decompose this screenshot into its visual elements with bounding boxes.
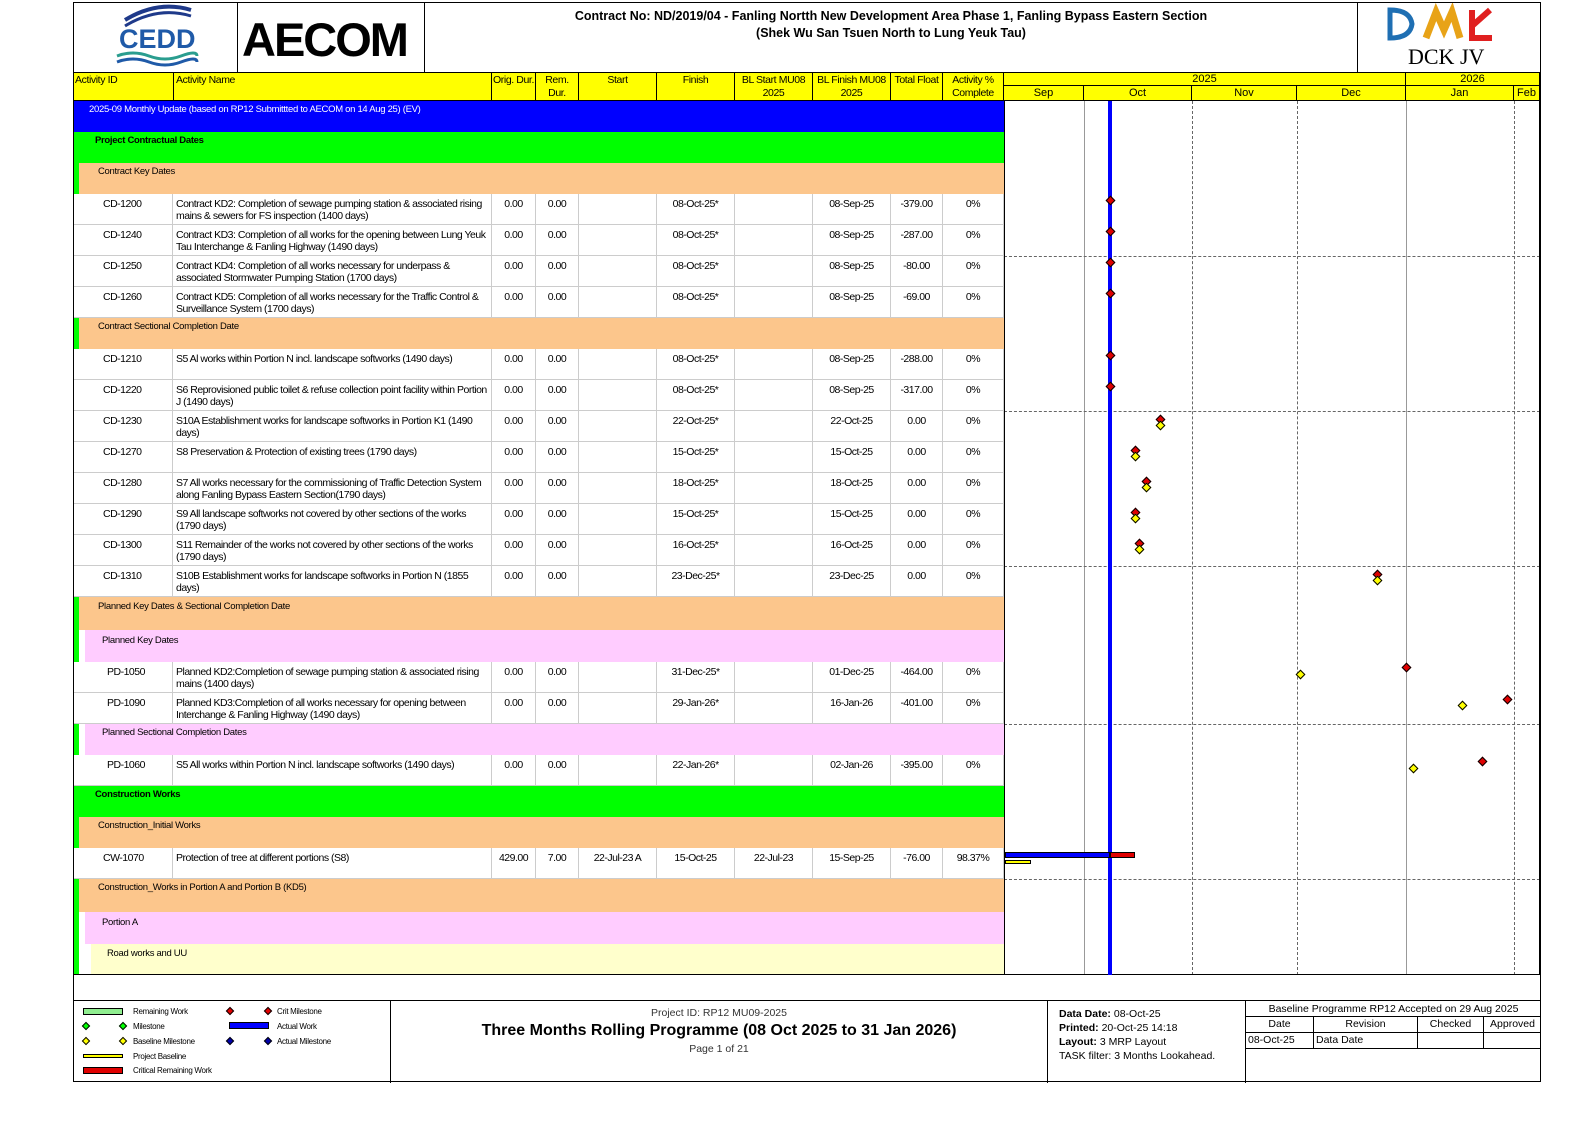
percent-complete: 0% xyxy=(943,535,1004,566)
orig-dur: 0.00 xyxy=(492,349,536,380)
activity-name: S10A Establishment works for landscape softworks in Portion K1 (1490 days) xyxy=(173,411,492,442)
rev-header-revision: Revision xyxy=(1314,1017,1418,1033)
legend-crit-milestone: Crit Milestone xyxy=(277,1007,322,1016)
percent-complete: 0% xyxy=(943,287,1004,318)
percent-complete: 0% xyxy=(943,566,1004,597)
layout-label: Layout: xyxy=(1059,1036,1097,1048)
activity-id: CD-1290 xyxy=(91,504,173,535)
percent-complete: 0% xyxy=(943,473,1004,504)
orig-dur: 429.00 xyxy=(492,848,536,879)
total-float: -76.00 xyxy=(891,848,943,879)
programme-title: Three Months Rolling Programme (08 Oct 2025 to 31 Jan 2026) xyxy=(481,1022,957,1039)
activity-id: CD-1250 xyxy=(91,256,173,287)
total-float: -69.00 xyxy=(891,287,943,318)
activity-id: CD-1270 xyxy=(91,442,173,473)
orig-dur: 0.00 xyxy=(492,194,536,225)
percent-complete: 98.37% xyxy=(943,848,1004,879)
orig-dur: 0.00 xyxy=(492,287,536,318)
rem-dur: 0.00 xyxy=(536,380,579,411)
month-jan: Jan xyxy=(1406,86,1514,101)
col-start: Start xyxy=(579,73,657,101)
orig-dur: 0.00 xyxy=(492,662,536,693)
activity-id: CD-1260 xyxy=(91,287,173,318)
activity-name: S6 Reprovisioned public toilet & refuse collection point facility within Portion J (1490 days) xyxy=(173,380,492,411)
band-portion-a: Portion A xyxy=(85,912,1004,944)
rem-dur: 7.00 xyxy=(536,848,579,879)
bl-finish: 08-Sep-25 xyxy=(813,225,891,256)
total-float: -288.00 xyxy=(891,349,943,380)
band-construction-initial: Construction_Initial Works xyxy=(79,817,1004,848)
task-filter: TASK filter: 3 Months Lookahead. xyxy=(1059,1050,1216,1062)
rem-dur: 0.00 xyxy=(536,566,579,597)
bl-finish: 01-Dec-25 xyxy=(813,662,891,693)
activity-id: CW-1070 xyxy=(91,848,173,879)
activity-name: S11 Remainder of the works not covered by other sections of the works (1790 days) xyxy=(173,535,492,566)
bl-finish: 23-Dec-25 xyxy=(813,566,891,597)
band-contract-sectional-completion: Contract Sectional Completion Date xyxy=(79,318,1004,349)
orig-dur: 0.00 xyxy=(492,566,536,597)
orig-dur: 0.00 xyxy=(492,411,536,442)
legend-actual-work: Actual Work xyxy=(277,1022,317,1031)
legend-remaining-work: Remaining Work xyxy=(133,1007,188,1016)
rem-dur: 0.00 xyxy=(536,755,579,786)
finish: 08-Oct-25* xyxy=(657,194,735,225)
month-nov: Nov xyxy=(1192,86,1297,101)
activity-id: CD-1210 xyxy=(91,349,173,380)
legend-actual-milestone: Actual Milestone xyxy=(277,1037,331,1046)
col-bl-finish: BL Finish MU08 2025 xyxy=(813,73,891,101)
data-date-label: Data Date: xyxy=(1059,1008,1111,1020)
band-planned-sectional-dates: Planned Sectional Completion Dates xyxy=(85,724,1004,755)
percent-complete: 0% xyxy=(943,504,1004,535)
activity-id: CD-1280 xyxy=(91,473,173,504)
start: 22-Jul-23 A xyxy=(579,848,657,879)
finish: 08-Oct-25* xyxy=(657,256,735,287)
orig-dur: 0.00 xyxy=(492,442,536,473)
percent-complete: 0% xyxy=(943,442,1004,473)
col-activity-id: Activity ID xyxy=(73,73,174,101)
percent-complete: 0% xyxy=(943,194,1004,225)
layout-name: 3 MRP Layout xyxy=(1099,1036,1167,1048)
finish: 08-Oct-25* xyxy=(657,287,735,318)
bl-finish: 02-Jan-26 xyxy=(813,755,891,786)
finish: 15-Oct-25* xyxy=(657,442,735,473)
finish: 08-Oct-25* xyxy=(657,349,735,380)
activity-name: S10B Establishment works for landscape softworks in Portion N (1855 days) xyxy=(173,566,492,597)
dck-logo-text: DCK JV xyxy=(1408,44,1485,69)
activity-name: Planned KD3:Completion of all works necessary for opening between Interchange & Fanling Highway (1490 days) xyxy=(173,693,492,724)
total-float: 0.00 xyxy=(891,566,943,597)
activity-name: Contract KD2: Completion of sewage pumping station & associated rising mains & sewers for FS inspection (1400 days) xyxy=(173,194,492,225)
rem-dur: 0.00 xyxy=(536,225,579,256)
orig-dur: 0.00 xyxy=(492,504,536,535)
orig-dur: 0.00 xyxy=(492,380,536,411)
band-portion-a-b: Construction_Works in Portion A and Portion B (KD5) xyxy=(79,879,1004,912)
total-float: -401.00 xyxy=(891,693,943,724)
rev-header-checked: Checked xyxy=(1418,1017,1484,1033)
activity-name: S7 All works necessary for the commissioning of Traffic Detection System along Fanling Bypass Eastern Section(1790 days) xyxy=(173,473,492,504)
band-construction-works: Construction Works xyxy=(79,786,1004,817)
percent-complete: 0% xyxy=(943,662,1004,693)
bl-finish: 08-Sep-25 xyxy=(813,256,891,287)
activity-name: Contract KD5: Completion of all works necessary for the Traffic Control & Surveillance System (1700 days) xyxy=(173,287,492,318)
col-bl-start: BL Start MU08 2025 xyxy=(735,73,813,101)
band-planned-key-sectional: Planned Key Dates & Sectional Completion Date xyxy=(79,597,1004,630)
finish: 22-Oct-25* xyxy=(657,411,735,442)
bl-finish: 15-Oct-25 xyxy=(813,442,891,473)
col-orig-dur: Orig. Dur. xyxy=(492,73,536,101)
title-line-1: Contract No: ND/2019/04 - Fanling Nortth New Development Area Phase 1, Fanling Bypass Eastern Section xyxy=(574,9,1208,23)
bl-finish: 18-Oct-25 xyxy=(813,473,891,504)
bl-finish: 15-Oct-25 xyxy=(813,504,891,535)
rem-dur: 0.00 xyxy=(536,287,579,318)
data-date: 08-Oct-25 xyxy=(1113,1008,1161,1020)
orig-dur: 0.00 xyxy=(492,225,536,256)
baseline-accepted: Baseline Programme RP12 Accepted on 29 Aug 2025 xyxy=(1246,1001,1541,1017)
month-oct: Oct xyxy=(1084,86,1192,101)
finish: 16-Oct-25* xyxy=(657,535,735,566)
total-float: 0.00 xyxy=(891,411,943,442)
total-float: -379.00 xyxy=(891,194,943,225)
activity-name: S9 All landscape softworks not covered by other sections of the works (1790 days) xyxy=(173,504,492,535)
finish: 18-Oct-25* xyxy=(657,473,735,504)
finish: 15-Oct-25* xyxy=(657,504,735,535)
printed-date: 20-Oct-25 14:18 xyxy=(1101,1022,1178,1034)
bl-finish: 08-Sep-25 xyxy=(813,349,891,380)
rev-text: Data Date xyxy=(1316,1033,1418,1049)
total-float: -80.00 xyxy=(891,256,943,287)
activity-id: CD-1230 xyxy=(91,411,173,442)
activity-name: S5 Al works within Portion N incl. landscape softworks (1490 days) xyxy=(173,349,492,380)
activity-id: PD-1090 xyxy=(91,693,173,724)
month-sep: Sep xyxy=(1004,86,1084,101)
rem-dur: 0.00 xyxy=(536,693,579,724)
col-finish: Finish xyxy=(657,73,735,101)
total-float: 0.00 xyxy=(891,535,943,566)
col-activity-complete: Activity % Complete xyxy=(943,73,1004,101)
rem-dur: 0.00 xyxy=(536,256,579,287)
month-dec: Dec xyxy=(1297,86,1406,101)
rem-dur: 0.00 xyxy=(536,504,579,535)
bl-start: 22-Jul-23 xyxy=(735,848,813,879)
rem-dur: 0.00 xyxy=(536,194,579,225)
total-float: -317.00 xyxy=(891,380,943,411)
finish: 08-Oct-25* xyxy=(657,225,735,256)
orig-dur: 0.00 xyxy=(492,473,536,504)
total-float: 0.00 xyxy=(891,442,943,473)
percent-complete: 0% xyxy=(943,225,1004,256)
percent-complete: 0% xyxy=(943,411,1004,442)
col-total-float: Total Float xyxy=(891,73,943,101)
title-line-2: (Shek Wu San Tsuen North to Lung Yeuk Tau) xyxy=(756,26,1026,40)
activity-id: CD-1310 xyxy=(91,566,173,597)
year-2026: 2026 xyxy=(1406,73,1540,86)
aecom-logo-text: AECOM xyxy=(242,13,407,66)
legend-critical-remaining: Critical Remaining Work xyxy=(133,1066,212,1075)
band-monthly-update: 2025-09 Monthly Update (based on RP12 Submittted to AECOM on 14 Aug 25) (EV) xyxy=(73,101,1004,132)
rev-header-approved: Approved xyxy=(1490,1018,1535,1030)
activity-name: Contract KD3: Completion of all works for the opening between Lung Yeuk Tau Interchange & Fanling Highway (1490 days) xyxy=(173,225,492,256)
activity-name: Protection of tree at different portions (S8) xyxy=(173,848,492,879)
orig-dur: 0.00 xyxy=(492,755,536,786)
col-activity-name: Activity Name xyxy=(174,73,492,101)
bl-finish: 08-Sep-25 xyxy=(813,194,891,225)
rev-date: 08-Oct-25 xyxy=(1248,1033,1314,1049)
activity-id: PD-1050 xyxy=(91,662,173,693)
total-float: -287.00 xyxy=(891,225,943,256)
rem-dur: 0.00 xyxy=(536,349,579,380)
year-2025: 2025 xyxy=(1004,73,1406,86)
rem-dur: 0.00 xyxy=(536,442,579,473)
band-planned-key-dates: Planned Key Dates xyxy=(85,630,1004,662)
activity-id: CD-1220 xyxy=(91,380,173,411)
orig-dur: 0.00 xyxy=(492,693,536,724)
rem-dur: 0.00 xyxy=(536,662,579,693)
activity-name: Planned KD2:Completion of sewage pumping station & associated rising mains (1400 days) xyxy=(173,662,492,693)
activity-name: Contract KD4: Completion of all works necessary for underpass & associated Stormwater Pumping Station (1700 days) xyxy=(173,256,492,287)
bl-finish: 22-Oct-25 xyxy=(813,411,891,442)
project-id: Project ID: RP12 MU09-2025 xyxy=(651,1007,787,1019)
percent-complete: 0% xyxy=(943,755,1004,786)
finish: 22-Jan-26* xyxy=(657,755,735,786)
finish: 23-Dec-25* xyxy=(657,566,735,597)
finish: 15-Oct-25 xyxy=(657,848,735,879)
finish: 08-Oct-25* xyxy=(657,380,735,411)
activity-name: S8 Preservation & Protection of existing trees (1790 days) xyxy=(173,442,492,473)
rem-dur: 0.00 xyxy=(536,411,579,442)
page-frame xyxy=(73,2,1541,1082)
bl-finish: 16-Oct-25 xyxy=(813,535,891,566)
total-float: -464.00 xyxy=(891,662,943,693)
activity-name: S5 All works within Portion N incl. landscape softworks (1490 days) xyxy=(173,755,492,786)
legend-baseline-milestone: Baseline Milestone xyxy=(133,1037,195,1046)
page-number: Page 1 of 21 xyxy=(689,1043,749,1055)
rev-header-date: Date xyxy=(1246,1017,1314,1033)
orig-dur: 0.00 xyxy=(492,256,536,287)
legend-project-baseline: Project Baseline xyxy=(133,1052,187,1061)
total-float: -395.00 xyxy=(891,755,943,786)
col-rem-dur: Rem. Dur. xyxy=(536,73,579,101)
band-road-works: Road works and UU xyxy=(91,944,1004,975)
rem-dur: 0.00 xyxy=(536,535,579,566)
rem-dur: 0.00 xyxy=(536,473,579,504)
legend-milestone: Milestone xyxy=(133,1022,165,1031)
finish: 29-Jan-26* xyxy=(657,693,735,724)
finish: 31-Dec-25* xyxy=(657,662,735,693)
bl-finish: 08-Sep-25 xyxy=(813,287,891,318)
bl-finish: 15-Sep-25 xyxy=(813,848,891,879)
band-project-contractual-dates: Project Contractual Dates xyxy=(73,132,1004,163)
band-contract-key-dates: Contract Key Dates xyxy=(79,163,1004,194)
percent-complete: 0% xyxy=(943,693,1004,724)
activity-id: CD-1200 xyxy=(91,194,173,225)
percent-complete: 0% xyxy=(943,349,1004,380)
orig-dur: 0.00 xyxy=(492,535,536,566)
bl-finish: 16-Jan-26 xyxy=(813,693,891,724)
activity-id: PD-1060 xyxy=(91,755,173,786)
month-feb: Feb xyxy=(1514,86,1540,101)
activity-id: CD-1240 xyxy=(91,225,173,256)
printed-label: Printed: xyxy=(1059,1022,1099,1034)
total-float: 0.00 xyxy=(891,473,943,504)
bl-finish: 08-Sep-25 xyxy=(813,380,891,411)
percent-complete: 0% xyxy=(943,380,1004,411)
activity-id: CD-1300 xyxy=(91,535,173,566)
percent-complete: 0% xyxy=(943,256,1004,287)
total-float: 0.00 xyxy=(891,504,943,535)
cedd-logo-text: CEDD xyxy=(119,24,196,54)
